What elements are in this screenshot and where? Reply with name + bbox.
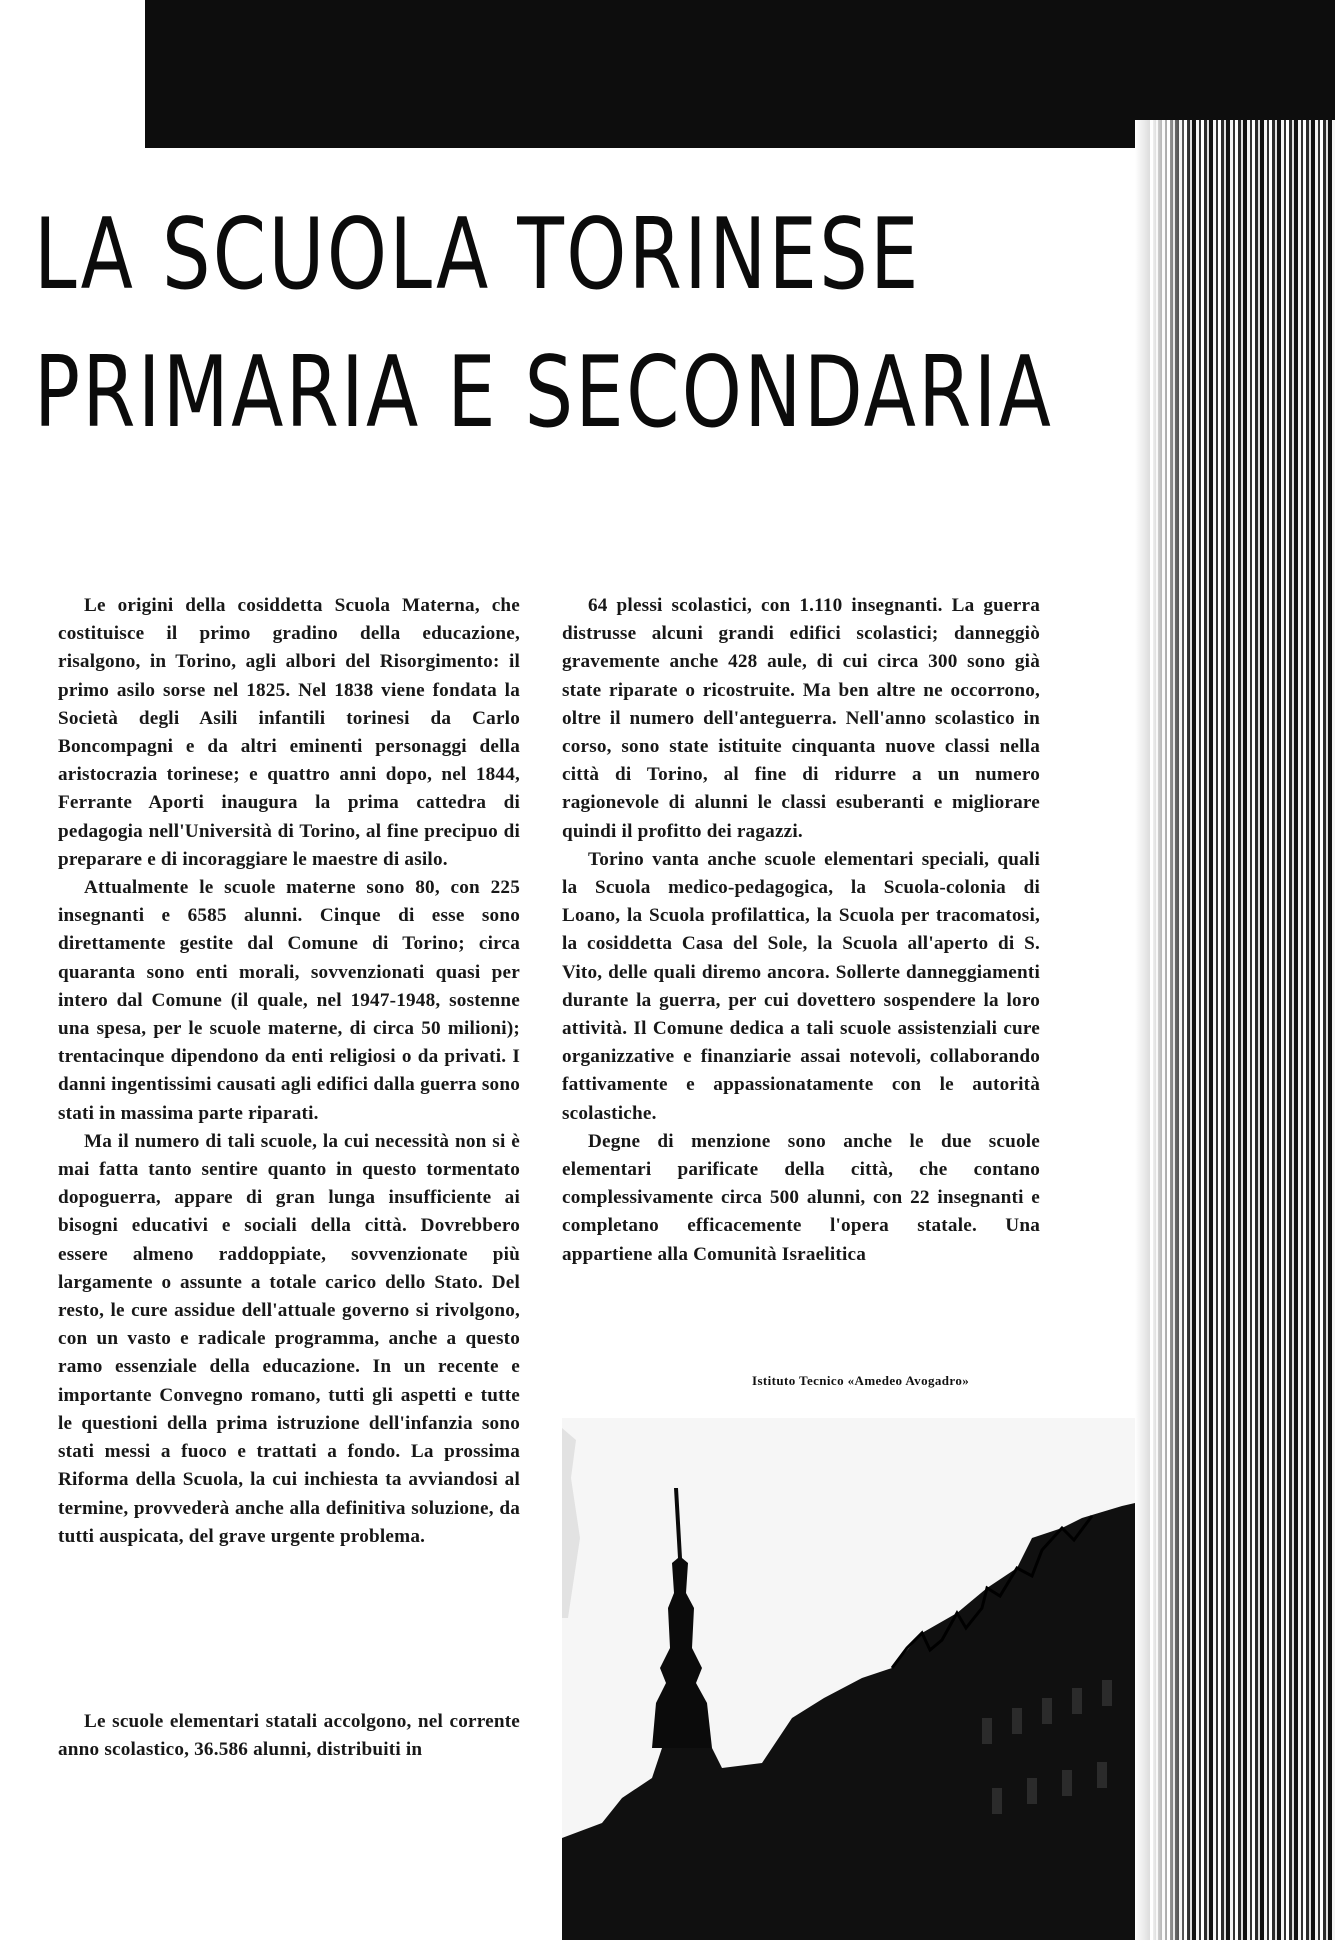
next-page-edge — [1150, 120, 1335, 1940]
paragraph: Attualmente le scuole materne sono 80, con 225 insegnanti e 6585 alunni. Cinque di esse sono direttamente gestite dal Comune di Torino; circa quaranta sono enti morali, sovvenzionati quasi per intero dal Comune (il quale, nel 1947-1948, sostenne una spesa, per le scuole materne, di circa 50 milioni); trentacinque dipendono da enti religiosi o da privati. I danni ingentissimi causati agli edifici dalla guerra sono stati in massima parte riparati. — [58, 877, 520, 1124]
right-text-column — [562, 592, 1040, 1269]
paragraph: Ma il numero di tali scuole, la cui necessità non si è mai fatta tanto sentire quanto in questo tormentato dopoguerra, appare di gran lunga insufficiente ai bisogni educativi e sociali della città. Dovrebbero essere almeno raddoppiate, sovvenzionate più largamente o assunte a totale carico dello Stato. Del resto, le cure assidue dell'attuale governo si rivolgono, con un vasto e radicale programma, anche a questo ramo essenziale della educazione. In un recente e importante Convegno romano, tutti gli aspetti e tutte le questioni della prima istruzione dell'infanzia sono stati messi a fuoco e trattati a fondo. La prossima Riforma della Scuola, la cui inchiesta ta avviandosi al termine, provvederà anche alla definitiva soluzione, da tutti auspicata, del grave urgente problema. — [58, 1130, 520, 1547]
paragraph: Torino vanta anche scuole elementari speciali, quali la Scuola medico-pedagogica, la Scuola-colonia di Loano, la Scuola profilattica, la Scuola per tracomatosi, la cosiddetta Casa del Sole, la Scuola all'aperto di S. Vito, delle quali diremo ancora. Sollerte danneggiamenti durante la guerra, per cui dovettero sospendere la loro attività. Il Comune dedica a tali scuole assistenziali cure organizzative e finanziarie assai notevoli, collaborando fattivamente e appassionatamente con le autorità scolastiche. — [562, 848, 1040, 1124]
headline-line-1: LA SCUOLA TORINESE — [34, 198, 921, 312]
left-text-column — [58, 592, 520, 1551]
paragraph: Le origini della cosiddetta Scuola Materna, che costituisce il primo gradino della educazione, risalgono, in Torino, agli albori del Risorgimento: il primo asilo sorse nel 1825. Nel 1838 viene fondata la Società degli Asili infantili torinesi da Carlo Boncompagni e da altri eminenti personaggi della aristocrazia torinese; e quattro anni dopo, nel 1844, Ferrante Aporti inaugura la prima cattedra di pedagogia nell'Università di Torino, al fine precipuo di preparare e di incoraggiare le maestre di asilo. — [58, 595, 520, 870]
photo-caption: Istituto Tecnico «Amedeo Avogadro» — [752, 1373, 970, 1388]
photo-silhouette — [562, 1418, 1135, 1940]
paragraph: Degne di menzione sono anche le due scuole elementari parificate della città, che contano complessivamente circa 500 alunni, con 22 insegnanti e completano efficacemente l'opera statale. Una appartiene alla Comunità Israelitica — [562, 1130, 1040, 1265]
bottom-text-column — [58, 1708, 520, 1764]
headline-line-2: PRIMARIA E SECONDARIA — [34, 336, 1054, 450]
paragraph: Le scuole elementari statali accolgono, nel corrente anno scolastico, 36.586 alunni, distribuiti in — [58, 1711, 520, 1761]
building-photo — [562, 1418, 1135, 1940]
paragraph: 64 plessi scolastici, con 1.110 insegnanti. La guerra distrusse alcuni grandi edifici scolastici; danneggiò gravemente anche 428 aule, di cui circa 300 sono già state riparate o ricostruite. Ma ben altre ne occorrono, oltre il numero dell'anteguerra. Nell'anno scolastico in corso, sono state istituite cinquanta nuove classi nella città di Torino, al fine di ridurre a un numero ragionevole di alunni le classi esuberanti e migliorare quindi il profitto dei ragazzi. — [562, 595, 1040, 842]
